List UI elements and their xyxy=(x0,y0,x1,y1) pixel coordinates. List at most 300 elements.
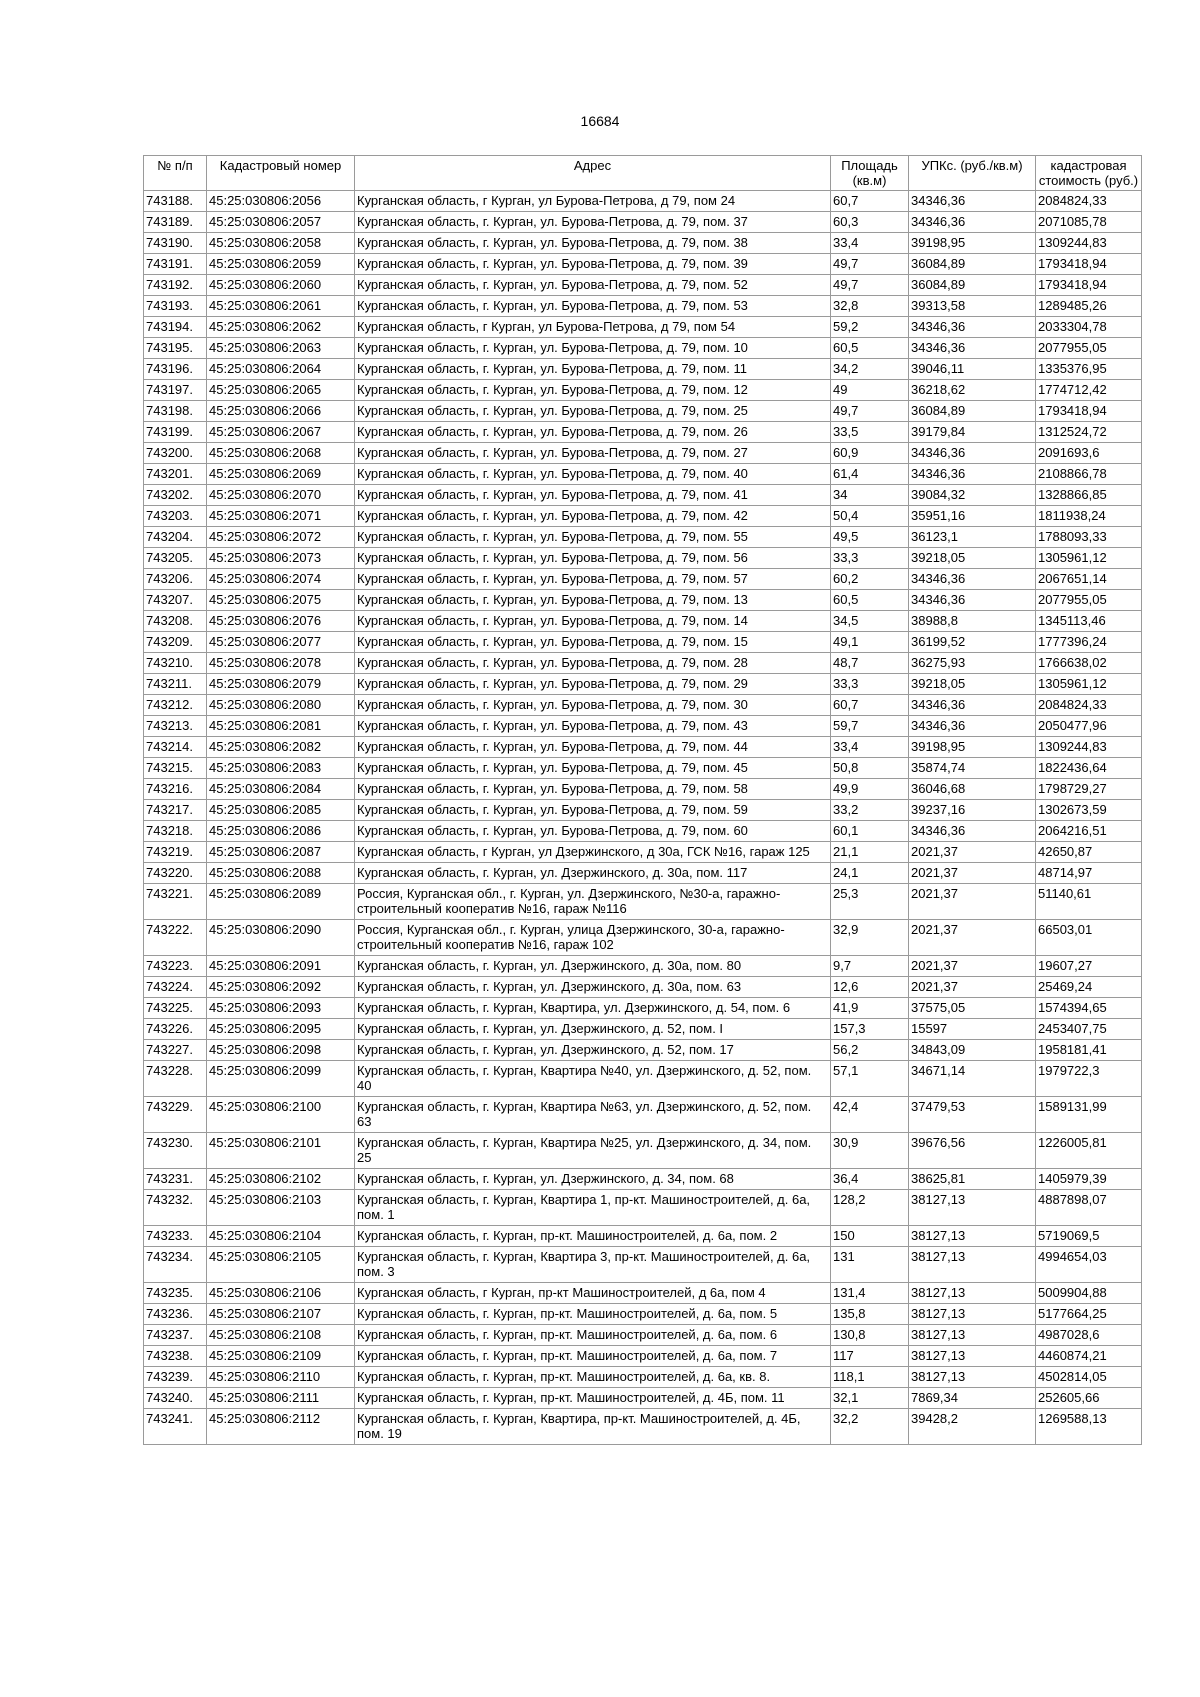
address-cell: Курганская область, г. Курган, ул. Дзержинского, д. 30а, пом. 80 xyxy=(355,956,831,977)
row-number-cell: 743216. xyxy=(144,779,207,800)
header-area: Площадь (кв.м) xyxy=(831,156,909,191)
row-number-cell: 743193. xyxy=(144,296,207,317)
upks-cell: 34346,36 xyxy=(909,569,1036,590)
area-cell: 60,7 xyxy=(831,191,909,212)
upks-cell: 34346,36 xyxy=(909,716,1036,737)
address-cell: Курганская область, г. Курган, Квартира №63, ул. Дзержинского, д. 52, пом. 63 xyxy=(355,1097,831,1133)
upks-cell: 36123,1 xyxy=(909,527,1036,548)
address-cell: Курганская область, г. Курган, ул. Бурова-Петрова, д. 79, пом. 45 xyxy=(355,758,831,779)
row-number-cell: 743234. xyxy=(144,1247,207,1283)
upks-cell: 39198,95 xyxy=(909,737,1036,758)
address-cell: Курганская область, г. Курган, ул. Бурова-Петрова, д. 79, пом. 57 xyxy=(355,569,831,590)
upks-cell: 34671,14 xyxy=(909,1061,1036,1097)
upks-cell: 2021,37 xyxy=(909,956,1036,977)
area-cell: 33,5 xyxy=(831,422,909,443)
cadastral-number-cell: 45:25:030806:2062 xyxy=(207,317,355,338)
address-cell: Курганская область, г. Курган, ул. Бурова-Петрова, д. 79, пом. 30 xyxy=(355,695,831,716)
table-row xyxy=(144,998,1142,1019)
cadastral-cost-cell: 1766638,02 xyxy=(1036,653,1142,674)
cadastral-number-cell: 45:25:030806:2107 xyxy=(207,1304,355,1325)
area-cell: 61,4 xyxy=(831,464,909,485)
cadastral-number-cell: 45:25:030806:2070 xyxy=(207,485,355,506)
cadastral-cost-cell: 2453407,75 xyxy=(1036,1019,1142,1040)
cadastral-cost-cell: 1811938,24 xyxy=(1036,506,1142,527)
upks-cell: 36218,62 xyxy=(909,380,1036,401)
table-row xyxy=(144,1190,1142,1226)
cadastral-number-cell: 45:25:030806:2108 xyxy=(207,1325,355,1346)
cadastral-cost-cell: 1302673,59 xyxy=(1036,800,1142,821)
row-number-cell: 743211. xyxy=(144,674,207,695)
address-cell: Россия, Курганская обл., г. Курган, улица Дзержинского, 30-а, гаражно-строительный кооператив №16, гараж 102 xyxy=(355,920,831,956)
table-header-row xyxy=(144,156,1142,191)
upks-cell: 36046,68 xyxy=(909,779,1036,800)
table-row xyxy=(144,758,1142,779)
address-cell: Курганская область, г. Курган, ул. Бурова-Петрова, д. 79, пом. 59 xyxy=(355,800,831,821)
address-cell: Курганская область, г. Курган, ул. Бурова-Петрова, д. 79, пом. 25 xyxy=(355,401,831,422)
cadastral-number-cell: 45:25:030806:2057 xyxy=(207,212,355,233)
row-number-cell: 743203. xyxy=(144,506,207,527)
row-number-cell: 743222. xyxy=(144,920,207,956)
table-row xyxy=(144,527,1142,548)
table-row xyxy=(144,863,1142,884)
area-cell: 33,4 xyxy=(831,233,909,254)
upks-cell: 36084,89 xyxy=(909,275,1036,296)
address-cell: Курганская область, г. Курган, ул. Бурова-Петрова, д. 79, пом. 56 xyxy=(355,548,831,569)
cadastral-cost-cell: 2084824,33 xyxy=(1036,191,1142,212)
cadastral-cost-cell: 2091693,6 xyxy=(1036,443,1142,464)
address-cell: Курганская область, г. Курган, ул. Бурова-Петрова, д. 79, пом. 10 xyxy=(355,338,831,359)
cadastral-cost-cell: 51140,61 xyxy=(1036,884,1142,920)
table-row xyxy=(144,920,1142,956)
cadastral-cost-cell: 1822436,64 xyxy=(1036,758,1142,779)
cadastral-cost-cell: 2108866,78 xyxy=(1036,464,1142,485)
row-number-cell: 743232. xyxy=(144,1190,207,1226)
table-row xyxy=(144,1283,1142,1304)
table-row xyxy=(144,1325,1142,1346)
cadastral-number-cell: 45:25:030806:2083 xyxy=(207,758,355,779)
upks-cell: 37575,05 xyxy=(909,998,1036,1019)
row-number-cell: 743197. xyxy=(144,380,207,401)
table-row xyxy=(144,380,1142,401)
area-cell: 33,3 xyxy=(831,548,909,569)
cadastral-cost-cell: 4502814,05 xyxy=(1036,1367,1142,1388)
area-cell: 157,3 xyxy=(831,1019,909,1040)
row-number-cell: 743189. xyxy=(144,212,207,233)
cadastral-number-cell: 45:25:030806:2077 xyxy=(207,632,355,653)
cadastral-cost-cell: 1269588,13 xyxy=(1036,1409,1142,1445)
cadastral-number-cell: 45:25:030806:2072 xyxy=(207,527,355,548)
address-cell: Курганская область, г. Курган, ул. Бурова-Петрова, д. 79, пом. 60 xyxy=(355,821,831,842)
upks-cell: 39428,2 xyxy=(909,1409,1036,1445)
cadastral-cost-cell: 1793418,94 xyxy=(1036,401,1142,422)
row-number-cell: 743205. xyxy=(144,548,207,569)
cadastral-cost-cell: 48714,97 xyxy=(1036,863,1142,884)
area-cell: 34,5 xyxy=(831,611,909,632)
table-row xyxy=(144,569,1142,590)
cadastral-cost-cell: 252605,66 xyxy=(1036,1388,1142,1409)
upks-cell: 38127,13 xyxy=(909,1304,1036,1325)
cadastral-number-cell: 45:25:030806:2080 xyxy=(207,695,355,716)
row-number-cell: 743204. xyxy=(144,527,207,548)
area-cell: 60,3 xyxy=(831,212,909,233)
row-number-cell: 743231. xyxy=(144,1169,207,1190)
area-cell: 130,8 xyxy=(831,1325,909,1346)
table-row xyxy=(144,653,1142,674)
table-row xyxy=(144,1133,1142,1169)
upks-cell: 39198,95 xyxy=(909,233,1036,254)
table-row xyxy=(144,1040,1142,1061)
address-cell: Курганская область, г. Курган, Квартира №40, ул. Дзержинского, д. 52, пом. 40 xyxy=(355,1061,831,1097)
table-row xyxy=(144,1019,1142,1040)
cadastral-cost-cell: 2050477,96 xyxy=(1036,716,1142,737)
row-number-cell: 743209. xyxy=(144,632,207,653)
cadastral-cost-cell: 1774712,42 xyxy=(1036,380,1142,401)
table-row xyxy=(144,1304,1142,1325)
upks-cell: 36199,52 xyxy=(909,632,1036,653)
address-cell: Курганская область, г. Курган, ул. Бурова-Петрова, д. 79, пом. 52 xyxy=(355,275,831,296)
upks-cell: 38988,8 xyxy=(909,611,1036,632)
area-cell: 60,2 xyxy=(831,569,909,590)
area-cell: 33,4 xyxy=(831,737,909,758)
address-cell: Курганская область, г. Курган, Квартира, пр-кт. Машиностроителей, д. 4Б, пом. 19 xyxy=(355,1409,831,1445)
row-number-cell: 743192. xyxy=(144,275,207,296)
row-number-cell: 743238. xyxy=(144,1346,207,1367)
address-cell: Курганская область, г. Курган, Квартира 1, пр-кт. Машиностроителей, д. 6а, пом. 1 xyxy=(355,1190,831,1226)
address-cell: Курганская область, г. Курган, ул. Бурова-Петрова, д. 79, пом. 15 xyxy=(355,632,831,653)
address-cell: Курганская область, г. Курган, пр-кт. Машиностроителей, д. 4Б, пом. 11 xyxy=(355,1388,831,1409)
row-number-cell: 743200. xyxy=(144,443,207,464)
upks-cell: 38127,13 xyxy=(909,1226,1036,1247)
area-cell: 34 xyxy=(831,485,909,506)
area-cell: 60,7 xyxy=(831,695,909,716)
cadastral-number-cell: 45:25:030806:2081 xyxy=(207,716,355,737)
table-row xyxy=(144,1169,1142,1190)
cadastral-number-cell: 45:25:030806:2109 xyxy=(207,1346,355,1367)
area-cell: 150 xyxy=(831,1226,909,1247)
area-cell: 49 xyxy=(831,380,909,401)
address-cell: Курганская область, г. Курган, ул. Дзержинского, д. 52, пом. 17 xyxy=(355,1040,831,1061)
area-cell: 131,4 xyxy=(831,1283,909,1304)
cadastral-number-cell: 45:25:030806:2091 xyxy=(207,956,355,977)
table-row xyxy=(144,359,1142,380)
address-cell: Курганская область, г. Курган, Квартира, ул. Дзержинского, д. 54, пом. 6 xyxy=(355,998,831,1019)
address-cell: Курганская область, г. Курган, пр-кт. Машиностроителей, д. 6а, пом. 5 xyxy=(355,1304,831,1325)
cadastral-cost-cell: 1777396,24 xyxy=(1036,632,1142,653)
cadastral-number-cell: 45:25:030806:2063 xyxy=(207,338,355,359)
row-number-cell: 743236. xyxy=(144,1304,207,1325)
row-number-cell: 743223. xyxy=(144,956,207,977)
area-cell: 33,2 xyxy=(831,800,909,821)
cadastral-cost-cell: 5009904,88 xyxy=(1036,1283,1142,1304)
upks-cell: 38127,13 xyxy=(909,1283,1036,1304)
area-cell: 9,7 xyxy=(831,956,909,977)
row-number-cell: 743227. xyxy=(144,1040,207,1061)
address-cell: Курганская область, г. Курган, ул. Бурова-Петрова, д. 79, пом. 40 xyxy=(355,464,831,485)
cadastral-cost-cell: 1958181,41 xyxy=(1036,1040,1142,1061)
cadastral-cost-cell: 1305961,12 xyxy=(1036,674,1142,695)
cadastral-number-cell: 45:25:030806:2089 xyxy=(207,884,355,920)
table-row xyxy=(144,233,1142,254)
cadastral-number-cell: 45:25:030806:2071 xyxy=(207,506,355,527)
address-cell: Курганская область, г. Курган, ул. Бурова-Петрова, д. 79, пом. 41 xyxy=(355,485,831,506)
address-cell: Курганская область, г Курган, пр-кт Машиностроителей, д 6а, пом 4 xyxy=(355,1283,831,1304)
upks-cell: 2021,37 xyxy=(909,884,1036,920)
row-number-cell: 743218. xyxy=(144,821,207,842)
row-number-cell: 743194. xyxy=(144,317,207,338)
row-number-cell: 743221. xyxy=(144,884,207,920)
table-row xyxy=(144,548,1142,569)
area-cell: 117 xyxy=(831,1346,909,1367)
upks-cell: 34346,36 xyxy=(909,317,1036,338)
table-row xyxy=(144,674,1142,695)
address-cell: Курганская область, г. Курган, ул. Бурова-Петрова, д. 79, пом. 58 xyxy=(355,779,831,800)
address-cell: Курганская область, г. Курган, ул. Бурова-Петрова, д. 79, пом. 53 xyxy=(355,296,831,317)
cadastral-cost-cell: 1788093,33 xyxy=(1036,527,1142,548)
table-row xyxy=(144,212,1142,233)
cadastral-number-cell: 45:25:030806:2076 xyxy=(207,611,355,632)
upks-cell: 34346,36 xyxy=(909,443,1036,464)
cadastral-cost-cell: 1305961,12 xyxy=(1036,548,1142,569)
area-cell: 135,8 xyxy=(831,1304,909,1325)
cadastral-number-cell: 45:25:030806:2066 xyxy=(207,401,355,422)
address-cell: Курганская область, г. Курган, ул. Бурова-Петрова, д. 79, пом. 27 xyxy=(355,443,831,464)
address-cell: Курганская область, г. Курган, ул. Бурова-Петрова, д. 79, пом. 43 xyxy=(355,716,831,737)
cadastral-number-cell: 45:25:030806:2067 xyxy=(207,422,355,443)
cadastral-number-cell: 45:25:030806:2087 xyxy=(207,842,355,863)
header-cadastral: Кадастровый номер xyxy=(207,156,355,191)
address-cell: Курганская область, г Курган, ул Бурова-Петрова, д 79, пом 24 xyxy=(355,191,831,212)
address-cell: Курганская область, г. Курган, ул. Дзержинского, д. 52, пом. I xyxy=(355,1019,831,1040)
cadastral-number-cell: 45:25:030806:2060 xyxy=(207,275,355,296)
table-row xyxy=(144,1226,1142,1247)
row-number-cell: 743190. xyxy=(144,233,207,254)
cadastral-number-cell: 45:25:030806:2104 xyxy=(207,1226,355,1247)
row-number-cell: 743199. xyxy=(144,422,207,443)
address-cell: Курганская область, г. Курган, ул. Бурова-Петрова, д. 79, пом. 12 xyxy=(355,380,831,401)
table-body xyxy=(144,191,1142,1445)
table-row xyxy=(144,485,1142,506)
table-row xyxy=(144,191,1142,212)
cadastral-number-cell: 45:25:030806:2088 xyxy=(207,863,355,884)
address-cell: Курганская область, г. Курган, пр-кт. Машиностроителей, д. 6а, пом. 2 xyxy=(355,1226,831,1247)
upks-cell: 38625,81 xyxy=(909,1169,1036,1190)
area-cell: 50,4 xyxy=(831,506,909,527)
table-row xyxy=(144,1097,1142,1133)
table-row xyxy=(144,464,1142,485)
table-row xyxy=(144,611,1142,632)
cadastral-number-cell: 45:25:030806:2059 xyxy=(207,254,355,275)
row-number-cell: 743226. xyxy=(144,1019,207,1040)
cadastral-cost-cell: 1335376,95 xyxy=(1036,359,1142,380)
cadastral-number-cell: 45:25:030806:2056 xyxy=(207,191,355,212)
row-number-cell: 743237. xyxy=(144,1325,207,1346)
table-row xyxy=(144,956,1142,977)
cadastral-number-cell: 45:25:030806:2065 xyxy=(207,380,355,401)
area-cell: 50,8 xyxy=(831,758,909,779)
cadastral-number-cell: 45:25:030806:2101 xyxy=(207,1133,355,1169)
area-cell: 32,2 xyxy=(831,1409,909,1445)
table-row xyxy=(144,1061,1142,1097)
row-number-cell: 743210. xyxy=(144,653,207,674)
cadastral-number-cell: 45:25:030806:2111 xyxy=(207,1388,355,1409)
row-number-cell: 743235. xyxy=(144,1283,207,1304)
area-cell: 34,2 xyxy=(831,359,909,380)
table-row xyxy=(144,695,1142,716)
cadastral-number-cell: 45:25:030806:2112 xyxy=(207,1409,355,1445)
cadastral-cost-cell: 2067651,14 xyxy=(1036,569,1142,590)
row-number-cell: 743225. xyxy=(144,998,207,1019)
upks-cell: 35874,74 xyxy=(909,758,1036,779)
area-cell: 60,1 xyxy=(831,821,909,842)
upks-cell: 34346,36 xyxy=(909,464,1036,485)
area-cell: 41,9 xyxy=(831,998,909,1019)
row-number-cell: 743217. xyxy=(144,800,207,821)
cadastral-cost-cell: 19607,27 xyxy=(1036,956,1142,977)
table-row xyxy=(144,779,1142,800)
header-num: № п/п xyxy=(144,156,207,191)
address-cell: Курганская область, г. Курган, Квартира 3, пр-кт. Машиностроителей, д. 6а, пом. 3 xyxy=(355,1247,831,1283)
row-number-cell: 743208. xyxy=(144,611,207,632)
cadastral-cost-cell: 2084824,33 xyxy=(1036,695,1142,716)
upks-cell: 35951,16 xyxy=(909,506,1036,527)
upks-cell: 39084,32 xyxy=(909,485,1036,506)
upks-cell: 38127,13 xyxy=(909,1325,1036,1346)
area-cell: 131 xyxy=(831,1247,909,1283)
area-cell: 59,2 xyxy=(831,317,909,338)
row-number-cell: 743224. xyxy=(144,977,207,998)
cadastral-cost-cell: 1405979,39 xyxy=(1036,1169,1142,1190)
upks-cell: 36275,93 xyxy=(909,653,1036,674)
table-row xyxy=(144,737,1142,758)
area-cell: 49,1 xyxy=(831,632,909,653)
area-cell: 49,9 xyxy=(831,779,909,800)
area-cell: 32,9 xyxy=(831,920,909,956)
address-cell: Курганская область, г. Курган, пр-кт. Машиностроителей, д. 6а, пом. 6 xyxy=(355,1325,831,1346)
cadastral-number-cell: 45:25:030806:2099 xyxy=(207,1061,355,1097)
cadastral-cost-cell: 2071085,78 xyxy=(1036,212,1142,233)
cadastral-number-cell: 45:25:030806:2068 xyxy=(207,443,355,464)
area-cell: 30,9 xyxy=(831,1133,909,1169)
cadastral-number-cell: 45:25:030806:2073 xyxy=(207,548,355,569)
header-address: Адрес xyxy=(355,156,831,191)
upks-cell: 2021,37 xyxy=(909,863,1036,884)
table-row xyxy=(144,1409,1142,1445)
area-cell: 49,7 xyxy=(831,275,909,296)
cadastral-cost-cell: 1312524,72 xyxy=(1036,422,1142,443)
area-cell: 32,1 xyxy=(831,1388,909,1409)
upks-cell: 36084,89 xyxy=(909,254,1036,275)
table-row xyxy=(144,716,1142,737)
address-cell: Курганская область, г. Курган, Квартира №25, ул. Дзержинского, д. 34, пом. 25 xyxy=(355,1133,831,1169)
cadastral-number-cell: 45:25:030806:2098 xyxy=(207,1040,355,1061)
cadastral-cost-cell: 2077955,05 xyxy=(1036,590,1142,611)
cadastral-cost-cell: 42650,87 xyxy=(1036,842,1142,863)
cadastral-cost-cell: 2033304,78 xyxy=(1036,317,1142,338)
address-cell: Курганская область, г Курган, ул Бурова-Петрова, д 79, пом 54 xyxy=(355,317,831,338)
table-row xyxy=(144,590,1142,611)
area-cell: 24,1 xyxy=(831,863,909,884)
address-cell: Курганская область, г. Курган, ул. Бурова-Петрова, д. 79, пом. 13 xyxy=(355,590,831,611)
area-cell: 48,7 xyxy=(831,653,909,674)
upks-cell: 7869,34 xyxy=(909,1388,1036,1409)
cadastral-cost-cell: 1793418,94 xyxy=(1036,254,1142,275)
row-number-cell: 743196. xyxy=(144,359,207,380)
upks-cell: 2021,37 xyxy=(909,842,1036,863)
table-row xyxy=(144,842,1142,863)
row-number-cell: 743241. xyxy=(144,1409,207,1445)
address-cell: Курганская область, г. Курган, пр-кт. Машиностроителей, д. 6а, пом. 7 xyxy=(355,1346,831,1367)
cadastral-number-cell: 45:25:030806:2106 xyxy=(207,1283,355,1304)
row-number-cell: 743198. xyxy=(144,401,207,422)
cadastral-cost-cell: 5719069,5 xyxy=(1036,1226,1142,1247)
cadastral-cost-cell: 25469,24 xyxy=(1036,977,1142,998)
row-number-cell: 743207. xyxy=(144,590,207,611)
row-number-cell: 743188. xyxy=(144,191,207,212)
area-cell: 36,4 xyxy=(831,1169,909,1190)
area-cell: 32,8 xyxy=(831,296,909,317)
upks-cell: 38127,13 xyxy=(909,1346,1036,1367)
upks-cell: 34843,09 xyxy=(909,1040,1036,1061)
row-number-cell: 743214. xyxy=(144,737,207,758)
table-row xyxy=(144,1247,1142,1283)
upks-cell: 39313,58 xyxy=(909,296,1036,317)
row-number-cell: 743230. xyxy=(144,1133,207,1169)
area-cell: 128,2 xyxy=(831,1190,909,1226)
upks-cell: 15597 xyxy=(909,1019,1036,1040)
cadastral-number-cell: 45:25:030806:2092 xyxy=(207,977,355,998)
row-number-cell: 743239. xyxy=(144,1367,207,1388)
cadastral-number-cell: 45:25:030806:2078 xyxy=(207,653,355,674)
table-row xyxy=(144,800,1142,821)
cadastral-cost-cell: 1574394,65 xyxy=(1036,998,1142,1019)
cadastral-cost-cell: 4994654,03 xyxy=(1036,1247,1142,1283)
area-cell: 60,5 xyxy=(831,590,909,611)
cadastral-number-cell: 45:25:030806:2095 xyxy=(207,1019,355,1040)
page-number: 16684 xyxy=(580,113,620,129)
upks-cell: 38127,13 xyxy=(909,1367,1036,1388)
row-number-cell: 743220. xyxy=(144,863,207,884)
upks-cell: 36084,89 xyxy=(909,401,1036,422)
address-cell: Курганская область, г. Курган, ул. Бурова-Петрова, д. 79, пом. 44 xyxy=(355,737,831,758)
table-row xyxy=(144,296,1142,317)
upks-cell: 34346,36 xyxy=(909,338,1036,359)
cadastral-number-cell: 45:25:030806:2079 xyxy=(207,674,355,695)
upks-cell: 39218,05 xyxy=(909,674,1036,695)
upks-cell: 34346,36 xyxy=(909,212,1036,233)
cadastral-number-cell: 45:25:030806:2090 xyxy=(207,920,355,956)
table-row xyxy=(144,821,1142,842)
row-number-cell: 743201. xyxy=(144,464,207,485)
cadastral-number-cell: 45:25:030806:2084 xyxy=(207,779,355,800)
cadastral-number-cell: 45:25:030806:2085 xyxy=(207,800,355,821)
cadastral-cost-cell: 2064216,51 xyxy=(1036,821,1142,842)
area-cell: 59,7 xyxy=(831,716,909,737)
address-cell: Россия, Курганская обл., г. Курган, ул. Дзержинского, №30-а, гаражно-строительный кооператив №16, гараж №116 xyxy=(355,884,831,920)
area-cell: 49,5 xyxy=(831,527,909,548)
table-row xyxy=(144,1367,1142,1388)
table-row xyxy=(144,506,1142,527)
cadastral-number-cell: 45:25:030806:2069 xyxy=(207,464,355,485)
row-number-cell: 743212. xyxy=(144,695,207,716)
upks-cell: 34346,36 xyxy=(909,821,1036,842)
cadastral-cost-cell: 1309244,83 xyxy=(1036,737,1142,758)
row-number-cell: 743213. xyxy=(144,716,207,737)
table-row xyxy=(144,1388,1142,1409)
cadastral-number-cell: 45:25:030806:2074 xyxy=(207,569,355,590)
address-cell: Курганская область, г. Курган, ул. Бурова-Петрова, д. 79, пом. 26 xyxy=(355,422,831,443)
upks-cell: 39237,16 xyxy=(909,800,1036,821)
cadastral-table xyxy=(143,155,1142,1445)
